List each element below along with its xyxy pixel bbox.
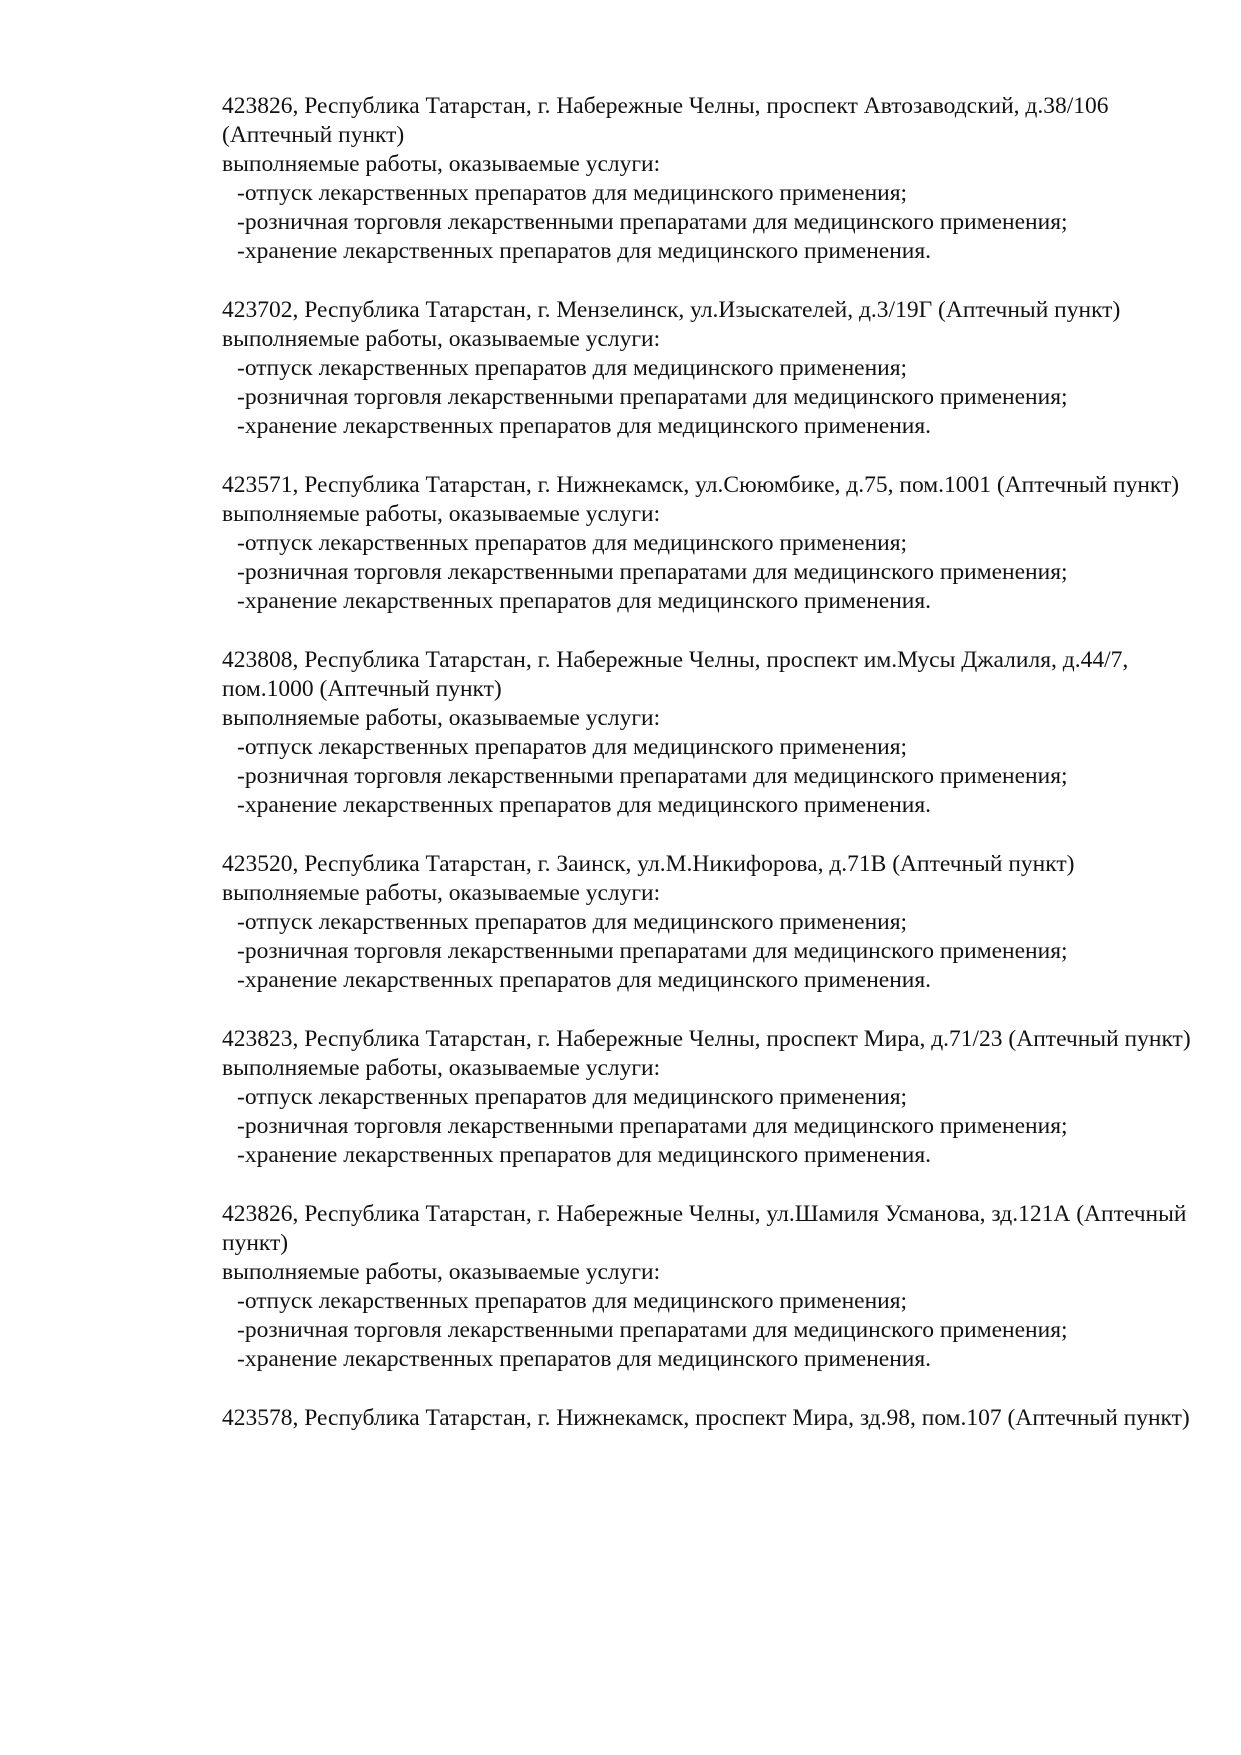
service-item: -розничная торговля лекарственными препаратами для медицинского применения; xyxy=(237,384,1068,410)
services-heading: выполняемые работы, оказываемые услуги: xyxy=(222,1259,661,1285)
services-heading: выполняемые работы, оказываемые услуги: xyxy=(222,501,661,527)
pharmacy-entry xyxy=(222,1025,1197,1170)
service-item: -розничная торговля лекарственными препаратами для медицинского применения; xyxy=(237,763,1068,789)
pharmacy-entry xyxy=(222,471,1197,616)
service-item: -розничная торговля лекарственными препаратами для медицинского применения; xyxy=(237,1113,1068,1139)
service-item: -отпуск лекарственных препаратов для медицинского применения; xyxy=(237,1084,908,1110)
entry-address: 423826, Республика Татарстан, г. Набережные Челны, ул.Шамиля Усманова, зд.121А (Аптечный пункт) xyxy=(222,1201,1187,1256)
service-item: -отпуск лекарственных препаратов для медицинского применения; xyxy=(237,355,908,381)
service-item: -хранение лекарственных препаратов для медицинского применения. xyxy=(237,238,932,264)
entry-address: 423808, Республика Татарстан, г. Набережные Челны, проспект им.Мусы Джалиля, д.44/7, пом.1000 (Аптечный пункт) xyxy=(222,647,1129,702)
service-item: -хранение лекарственных препаратов для медицинского применения. xyxy=(237,967,932,993)
service-item: -хранение лекарственных препаратов для медицинского применения. xyxy=(237,1346,932,1372)
service-item: -розничная торговля лекарственными препаратами для медицинского применения; xyxy=(237,938,1068,964)
service-item: -розничная торговля лекарственными препаратами для медицинского применения; xyxy=(237,559,1068,585)
services-heading: выполняемые работы, оказываемые услуги: xyxy=(222,151,661,177)
service-item: -хранение лекарственных препаратов для медицинского применения. xyxy=(237,792,932,818)
pharmacy-entry xyxy=(222,1200,1197,1374)
services-heading: выполняемые работы, оказываемые услуги: xyxy=(222,880,661,906)
service-item: -отпуск лекарственных препаратов для медицинского применения; xyxy=(237,909,908,935)
entry-address: 423578, Республика Татарстан, г. Нижнекамск, проспект Мира, зд.98, пом.107 (Аптечный пункт) xyxy=(222,1405,1190,1431)
service-item: -отпуск лекарственных препаратов для медицинского применения; xyxy=(237,734,908,760)
entry-address: 423571, Республика Татарстан, г. Нижнекамск, ул.Сююмбике, д.75, пом.1001 (Аптечный пункт) xyxy=(222,472,1180,498)
service-item: -хранение лекарственных препаратов для медицинского применения. xyxy=(237,588,932,614)
service-item: -хранение лекарственных препаратов для медицинского применения. xyxy=(237,1142,932,1168)
pharmacy-entry xyxy=(222,1404,1197,1433)
service-item: -отпуск лекарственных препаратов для медицинского применения; xyxy=(237,180,908,206)
entry-address: 423823, Республика Татарстан, г. Набережные Челны, проспект Мира, д.71/23 (Аптечный пункт) xyxy=(222,1026,1191,1052)
entry-address: 423826, Республика Татарстан, г. Набережные Челны, проспект Автозаводский, д.38/106 (Аптечный пункт) xyxy=(222,93,1109,148)
pharmacy-entry xyxy=(222,646,1197,820)
document-body xyxy=(222,92,1197,1463)
service-item: -отпуск лекарственных препаратов для медицинского применения; xyxy=(237,530,908,556)
services-heading: выполняемые работы, оказываемые услуги: xyxy=(222,705,661,731)
service-item: -хранение лекарственных препаратов для медицинского применения. xyxy=(237,413,932,439)
pharmacy-entry xyxy=(222,92,1197,266)
service-item: -отпуск лекарственных препаратов для медицинского применения; xyxy=(237,1288,908,1314)
services-heading: выполняемые работы, оказываемые услуги: xyxy=(222,326,661,352)
pharmacy-entry xyxy=(222,850,1197,995)
services-heading: выполняемые работы, оказываемые услуги: xyxy=(222,1055,661,1081)
entry-address: 423520, Республика Татарстан, г. Заинск, ул.М.Никифорова, д.71В (Аптечный пункт) xyxy=(222,851,1075,877)
pharmacy-entry xyxy=(222,296,1197,441)
entry-address: 423702, Республика Татарстан, г. Мензелинск, ул.Изыскателей, д.3/19Г (Аптечный пункт) xyxy=(222,297,1121,323)
service-item: -розничная торговля лекарственными препаратами для медицинского применения; xyxy=(237,209,1068,235)
service-item: -розничная торговля лекарственными препаратами для медицинского применения; xyxy=(237,1317,1068,1343)
